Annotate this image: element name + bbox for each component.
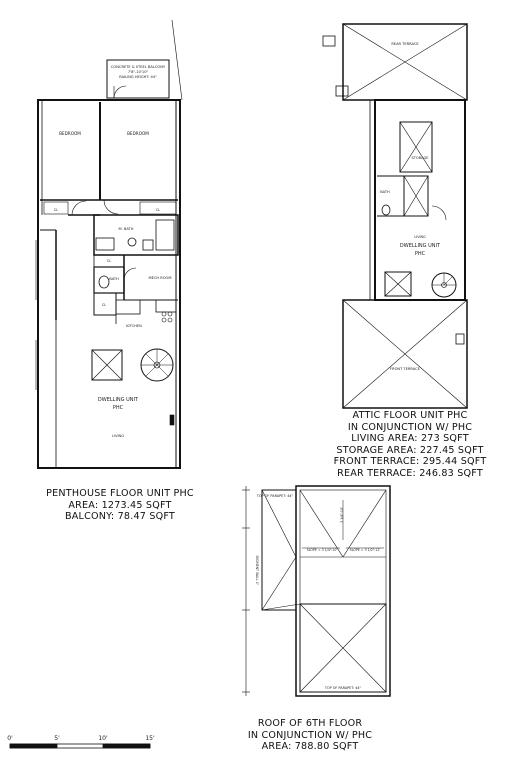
mech-room-label: MECH ROOM bbox=[148, 276, 172, 280]
attic-living-label: LIVING bbox=[414, 235, 426, 239]
attic-caption-conjunction: IN CONJUNCTION W/ PHC bbox=[347, 421, 473, 433]
slope-right-label: SLOPE = 3 1/2":12' bbox=[349, 548, 381, 552]
roof-caption-area: AREA: 788.80 SQFT bbox=[261, 741, 359, 752]
scale-tick-15: 15' bbox=[145, 735, 155, 742]
roof-caption-title: ROOF OF 6TH FLOOR bbox=[257, 718, 363, 729]
attic-caption-storage: STORAGE AREA: 227.45 SQFT bbox=[336, 444, 484, 456]
scale-tick-5: 5' bbox=[54, 735, 60, 742]
dwelling-unit-label: DWELLING UNIT bbox=[97, 397, 139, 403]
scale-tick-10: 10' bbox=[98, 735, 108, 742]
slope-vertical-label: 3 1/4":10' bbox=[340, 507, 344, 523]
attic-caption bbox=[330, 410, 490, 479]
attic-bath-label: BATH bbox=[380, 190, 390, 194]
penthouse-caption-title: PENTHOUSE FLOOR UNIT PHC bbox=[46, 488, 194, 499]
penthouse-caption-area: AREA: 1273.45 SQFT bbox=[68, 499, 172, 511]
scale-bar bbox=[10, 744, 150, 748]
dwelling-unit-code: PHC bbox=[112, 405, 124, 411]
attic-unit-label: DWELLING UNIT bbox=[399, 243, 441, 249]
attic-unit-code: PHC bbox=[414, 251, 426, 257]
parapet-bottom-label: TOP OF PARAPET: 44" bbox=[324, 686, 362, 690]
front-terrace-label: FRONT TERRACE bbox=[390, 367, 420, 371]
kitchen-label: KITCHEN bbox=[126, 324, 142, 328]
bedroom-right-label: BEDROOM bbox=[127, 131, 149, 136]
living-label: LIVING bbox=[111, 434, 125, 438]
rear-terrace-label: REAR TERRACE bbox=[391, 42, 419, 46]
roof-side-note: SEGMENT WALL 2' bbox=[255, 555, 259, 585]
penthouse-caption-balcony: BALCONY: 78.47 SQFT bbox=[65, 511, 175, 522]
closet-label-2: CL bbox=[155, 208, 161, 212]
slope-left-label: SLOPE = 3 1/4":10' bbox=[306, 548, 338, 552]
balcony-note-line-2: 7'8"-10'10" bbox=[127, 70, 149, 74]
penthouse-caption bbox=[30, 488, 210, 523]
attic-caption-title: ATTIC FLOOR UNIT PHC bbox=[352, 410, 468, 421]
roof-caption bbox=[240, 718, 380, 753]
attic-caption-rear: REAR TERRACE: 246.83 SQFT bbox=[337, 467, 483, 479]
closet-label-3: CL bbox=[106, 259, 112, 263]
roof-plan bbox=[242, 486, 390, 696]
attic-caption-front: FRONT TERRACE: 295.44 SQFT bbox=[333, 456, 487, 467]
storage-label: STORAGE bbox=[411, 156, 429, 160]
attic-caption-living: LIVING AREA: 273 SQFT bbox=[351, 433, 469, 444]
balcony-note-line-3: RAILING HEIGHT: 44" bbox=[119, 75, 157, 79]
closet-label-1: CL bbox=[53, 208, 59, 212]
bedroom-left-label: BEDROOM bbox=[59, 131, 81, 136]
mbath-label: M. BATH bbox=[118, 227, 134, 231]
balcony-note-line-1: CONCRETE & STEEL BALCONY bbox=[110, 65, 166, 69]
attic-plan bbox=[323, 24, 467, 408]
scale-tick-0: 0' bbox=[7, 735, 13, 742]
closet-label-4: CL bbox=[101, 303, 107, 307]
parapet-top-label: TOP OF PARAPET: 44" bbox=[256, 494, 294, 498]
roof-caption-conjunction: IN CONJUNCTION W/ PHC bbox=[247, 729, 373, 741]
bath-label: BATH bbox=[109, 277, 119, 281]
